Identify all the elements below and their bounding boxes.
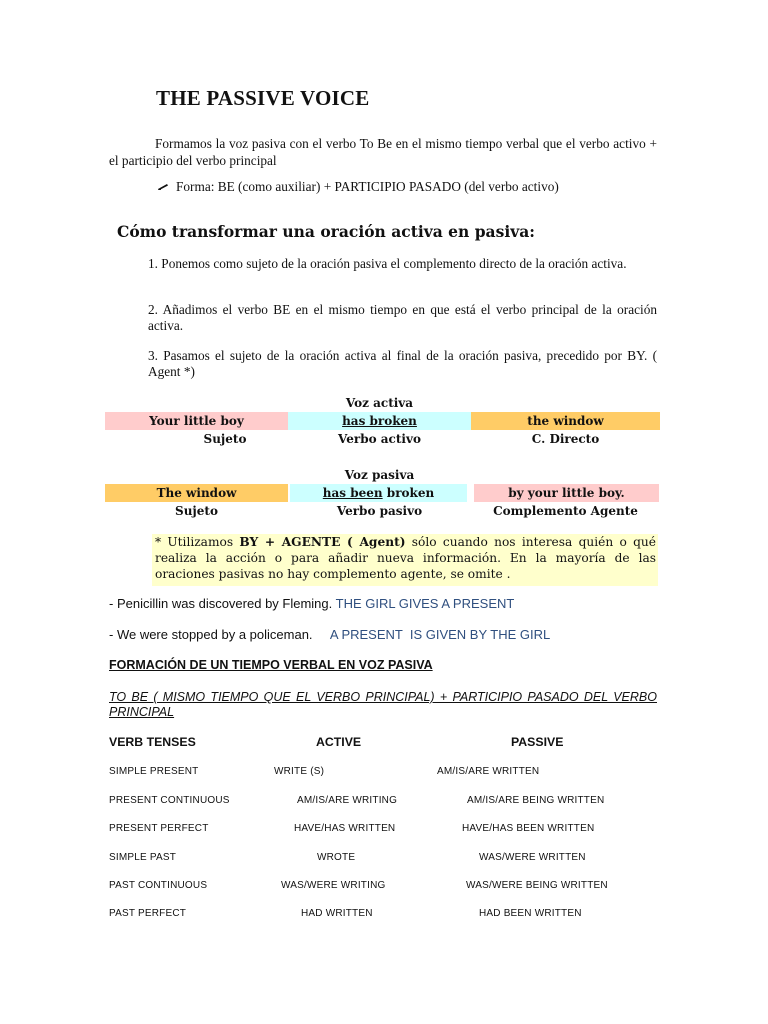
bullet-text: Forma: BE (como auxiliar) + PARTICIPIO PASADO (del verbo activo) bbox=[176, 179, 559, 194]
tense-passive: AM/IS/ARE WRITTEN bbox=[437, 766, 540, 777]
intro-text: Formamos la voz pasiva con el verbo To Be en el mismo tiempo verbal que el verbo activo + el participio del verbo principal bbox=[109, 136, 657, 168]
tense-active: WRITE (S) bbox=[274, 766, 325, 777]
tense-name: SIMPLE PAST bbox=[109, 852, 177, 863]
note-bold: BY + AGENTE ( Agent) bbox=[239, 535, 406, 549]
tense-passive: WAS/WERE WRITTEN bbox=[479, 852, 586, 863]
step-1: 1. Ponemos como sujeto de la oración pasiva el complemento directo de la oración activa. bbox=[148, 256, 627, 271]
tense-active: WROTE bbox=[317, 852, 356, 863]
passive-verb-cell bbox=[290, 484, 467, 502]
step-3: 3. Pasamos el sujeto de la oración activa al final de la oración pasiva, precedido por BY. ( Agent *) bbox=[148, 348, 657, 379]
tense-active: HAVE/HAS WRITTEN bbox=[294, 823, 396, 834]
header-verb-tenses: VERB TENSES bbox=[109, 735, 196, 749]
passive-voice-label: Voz pasiva bbox=[344, 468, 415, 482]
header-active: ACTIVE bbox=[316, 735, 362, 749]
active-subject-cell: Your little boy bbox=[105, 412, 288, 430]
formation-formula: TO BE ( MISMO TIEMPO QUE EL VERBO PRINCIPAL) + PARTICIPIO PASADO DEL VERBO PRINCIPAL bbox=[109, 690, 657, 719]
passive-role-agent: Complemento Agente bbox=[493, 504, 638, 518]
tense-name: SIMPLE PRESENT bbox=[109, 766, 199, 777]
formation-section-title: FORMACIÓN DE UN TIEMPO VERBAL EN VOZ PASIVA bbox=[109, 658, 433, 672]
step-2: 2. Añadimos el verbo BE en el mismo tiempo en que está el verbo principal de la oración activa. bbox=[148, 302, 657, 333]
example-1-blue: THE GIRL GIVES A PRESENT bbox=[335, 596, 515, 611]
active-verb-cell: has broken bbox=[288, 412, 471, 430]
header-passive: PASSIVE bbox=[511, 735, 564, 749]
note-pre: * Utilizamos bbox=[155, 535, 240, 549]
active-voice-label: Voz activa bbox=[345, 396, 414, 410]
passive-agent-cell: by your little boy. bbox=[474, 484, 659, 502]
tense-active: WAS/WERE WRITING bbox=[281, 880, 386, 891]
example-1-text: - Penicillin was discovered by Fleming. bbox=[109, 596, 336, 611]
tense-passive: HAVE/HAS BEEN WRITTEN bbox=[462, 823, 595, 834]
example-1 bbox=[109, 596, 514, 611]
passive-verb-aux: has been bbox=[322, 486, 383, 500]
active-role-object: C. Directo bbox=[531, 432, 600, 446]
active-role-verb: Verbo activo bbox=[338, 432, 421, 446]
tense-active: AM/IS/ARE WRITING bbox=[297, 795, 398, 806]
passive-role-subject: Sujeto bbox=[175, 504, 218, 518]
pencil-bullet-icon bbox=[158, 178, 168, 185]
active-role-subject: Sujeto bbox=[203, 432, 247, 446]
example-2 bbox=[109, 627, 550, 642]
note-post: sólo cuando nos interesa quién o qué realiza la acción o para añadir nueva información. En la mayoría de las oraciones pasivas no hay complemento agente, se omite . bbox=[155, 535, 656, 581]
tense-passive: HAD BEEN WRITTEN bbox=[479, 908, 582, 919]
active-object-cell: the window bbox=[471, 412, 660, 430]
tense-name: PAST PERFECT bbox=[109, 908, 187, 919]
tense-name: PAST CONTINUOUS bbox=[109, 880, 208, 891]
passive-verb-participle: broken bbox=[382, 486, 435, 500]
page-title: THE PASSIVE VOICE bbox=[156, 86, 370, 110]
example-2-blue: A PRESENT IS GIVEN BY THE GIRL bbox=[329, 627, 551, 642]
tense-name: PRESENT PERFECT bbox=[109, 823, 209, 834]
tense-active: HAD WRITTEN bbox=[301, 908, 373, 919]
example-2-text: - We were stopped by a policeman. bbox=[109, 627, 330, 642]
intro-paragraph bbox=[109, 135, 657, 169]
tense-passive: WAS/WERE BEING WRITTEN bbox=[466, 880, 608, 891]
form-bullet bbox=[158, 179, 559, 195]
passive-subject-cell: The window bbox=[105, 484, 288, 502]
passive-role-verb: Verbo pasivo bbox=[336, 504, 423, 518]
tense-name: PRESENT CONTINUOUS bbox=[109, 795, 230, 806]
agent-note bbox=[152, 534, 658, 586]
tense-passive: AM/IS/ARE BEING WRITTEN bbox=[467, 795, 605, 806]
section-heading: Cómo transformar una oración activa en pasiva: bbox=[117, 222, 535, 241]
